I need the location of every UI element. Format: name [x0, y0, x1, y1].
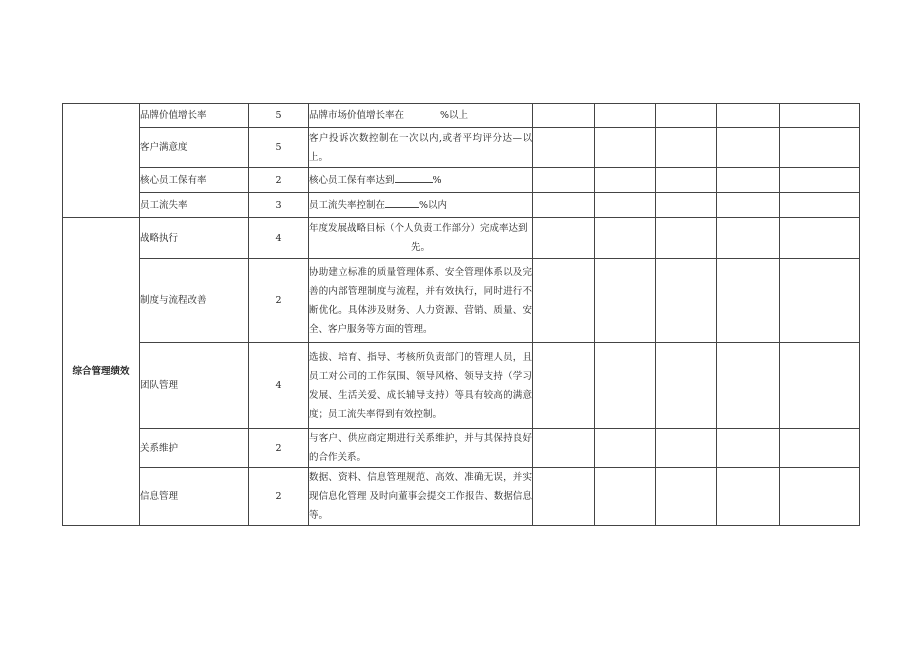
- empty-cell: [656, 343, 717, 429]
- weight-value: 4: [249, 343, 309, 429]
- empty-cell: [717, 259, 780, 343]
- empty-cell: [780, 218, 860, 259]
- table-row: [63, 259, 860, 343]
- empty-cell: [717, 468, 780, 526]
- empty-cell: [533, 343, 595, 429]
- table-row: [63, 168, 860, 193]
- empty-cell: [595, 193, 656, 218]
- empty-cell: [717, 429, 780, 468]
- weight-value: 3: [249, 193, 309, 218]
- standard-text: [309, 218, 533, 259]
- empty-cell: [780, 259, 860, 343]
- item-name: 核心员工保有率: [140, 168, 249, 193]
- table-row: [63, 429, 860, 468]
- empty-cell: [533, 218, 595, 259]
- table-row: [63, 193, 860, 218]
- standard-text: [309, 193, 533, 218]
- empty-cell: [717, 128, 780, 168]
- empty-cell: [533, 193, 595, 218]
- weight-value: 2: [249, 429, 309, 468]
- empty-cell: [595, 168, 656, 193]
- standard-text-post: %以内: [419, 200, 448, 211]
- empty-cell: [595, 128, 656, 168]
- weight-value: 4: [249, 218, 309, 259]
- fill-blank: [385, 195, 419, 208]
- standard-text-tail: 先。: [410, 242, 430, 253]
- standard-text: 客户投诉次数控制在一次以内,或者平均评分达—以上。: [309, 128, 533, 168]
- item-name: 员工流失率: [140, 193, 249, 218]
- table-row: [63, 128, 860, 168]
- fill-blank: [395, 170, 433, 183]
- empty-cell: [656, 429, 717, 468]
- empty-cell: [780, 468, 860, 526]
- empty-cell: [595, 259, 656, 343]
- table-row: [63, 343, 860, 429]
- standard-text: 数据、资料、信息管理规范、高效、准确无误，并实现信息化管理 及时向董事会提交工作报告、数据信息等。: [309, 468, 533, 526]
- item-name: 品牌价值增长率: [140, 104, 249, 128]
- empty-cell: [595, 104, 656, 128]
- standard-text: 与客户、供应商定期进行关系维护，并与其保持良好的合作关系。: [309, 429, 533, 468]
- empty-cell: [780, 168, 860, 193]
- empty-cell: [656, 259, 717, 343]
- weight-value: 2: [249, 259, 309, 343]
- empty-cell: [780, 343, 860, 429]
- empty-cell: [595, 468, 656, 526]
- item-name: 信息管理: [140, 468, 249, 526]
- empty-cell: [717, 104, 780, 128]
- item-name: 战略执行: [140, 218, 249, 259]
- kpi-table: [62, 103, 860, 526]
- category-cell: 综合管理绩效: [63, 218, 140, 526]
- empty-cell: [780, 128, 860, 168]
- empty-cell: [533, 468, 595, 526]
- empty-cell: [533, 104, 595, 128]
- standard-text: [309, 104, 533, 128]
- empty-cell: [656, 468, 717, 526]
- empty-cell: [656, 168, 717, 193]
- empty-cell: [656, 193, 717, 218]
- weight-value: 5: [249, 128, 309, 168]
- weight-value: 2: [249, 168, 309, 193]
- weight-value: 5: [249, 104, 309, 128]
- empty-cell: [595, 218, 656, 259]
- standard-text-post: %: [432, 175, 442, 186]
- empty-cell: [717, 218, 780, 259]
- empty-cell: [533, 128, 595, 168]
- item-name: 制度与流程改善: [140, 259, 249, 343]
- standard-text-main: 年度发展战略目标（个人负责工作部分）完成率达到: [309, 223, 528, 234]
- standard-text: [309, 168, 533, 193]
- empty-cell: [533, 429, 595, 468]
- table-row: [63, 468, 860, 526]
- empty-cell: [717, 168, 780, 193]
- weight-value: 2: [249, 468, 309, 526]
- empty-cell: [533, 259, 595, 343]
- table-row: [63, 218, 860, 259]
- standard-text: 协助建立标准的质量管理体系、安全管理体系以及完善的内部管理制度与流程，并有效执行，同时进行不断优化。具体涉及财务、人力资源、营销、质量、安全、客户服务等方面的管理。: [309, 259, 533, 343]
- standard-text-pre: 核心员工保有率达到: [309, 175, 395, 186]
- empty-cell: [717, 193, 780, 218]
- standard-text: 选拔、培育、指导、考核所负责部门的管理人员，且员工对公司的工作氛围、领导风格、领导支持（学习发展、生活关爱、成长辅导支持）等具有较高的满意度；员工流失率得到有效控制。: [309, 343, 533, 429]
- standard-text-pre: 员工流失率控制在: [309, 200, 386, 211]
- empty-cell: [780, 429, 860, 468]
- empty-cell: [595, 429, 656, 468]
- item-name: 团队管理: [140, 343, 249, 429]
- empty-cell: [780, 193, 860, 218]
- empty-cell: [656, 104, 717, 128]
- empty-cell: [656, 218, 717, 259]
- table-row: [63, 104, 860, 128]
- item-name: 客户满意度: [140, 128, 249, 168]
- item-name: 关系维护: [140, 429, 249, 468]
- empty-cell: [595, 343, 656, 429]
- empty-cell: [780, 104, 860, 128]
- standard-text-pre: 品牌市场价值增长率在: [309, 110, 405, 121]
- standard-text-post: %以上: [440, 110, 469, 121]
- empty-cell: [533, 168, 595, 193]
- category-cell: [63, 104, 140, 218]
- empty-cell: [656, 128, 717, 168]
- empty-cell: [717, 343, 780, 429]
